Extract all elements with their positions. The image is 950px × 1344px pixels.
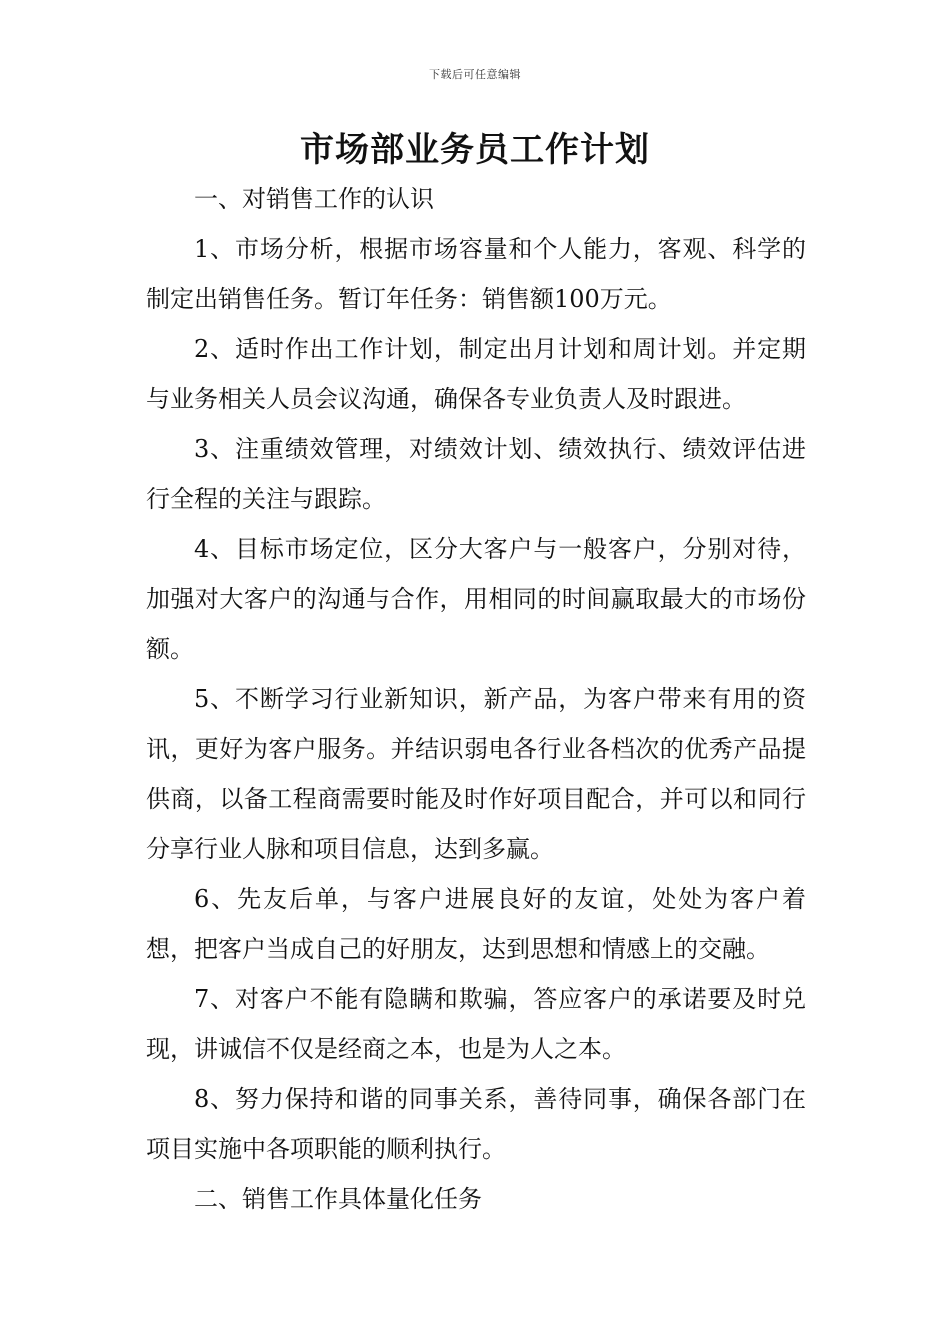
document-title: 市场部业务员工作计划 — [300, 130, 650, 170]
paragraph-item-7: 7、对客户不能有隐瞒和欺骗，答应客户的承诺要及时兑现，讲诚信不仅是经商之本，也是为人之本。 — [146, 985, 806, 1063]
section-heading-1: 一、对销售工作的认识 — [194, 185, 434, 213]
header-note: 下载后可任意编辑 — [429, 68, 521, 81]
section-heading-2: 二、销售工作具体量化任务 — [194, 1185, 482, 1213]
paragraph-item-1: 1、市场分析，根据市场容量和个人能力，客观、科学的制定出销售任务。暂订年任务：销售额100万元。 — [146, 235, 806, 313]
paragraph-item-3: 3、注重绩效管理，对绩效计划、绩效执行、绩效评估进行全程的关注与跟踪。 — [146, 435, 806, 513]
paragraph-item-5: 5、不断学习行业新知识，新产品，为客户带来有用的资讯，更好为客户服务。并结识弱电各行业各档次的优秀产品提供商，以备工程商需要时能及时作好项目配合，并可以和同行分享行业人脉和项目信息，达到多赢。 — [146, 685, 806, 863]
document-body — [146, 174, 806, 1224]
paragraph-item-6: 6、先友后单，与客户进展良好的友谊，处处为客户着想，把客户当成自己的好朋友，达到思想和情感上的交融。 — [146, 885, 806, 963]
paragraph-item-2: 2、适时作出工作计划，制定出月计划和周计划。并定期与业务相关人员会议沟通，确保各专业负责人及时跟进。 — [146, 335, 806, 413]
paragraph-item-8: 8、努力保持和谐的同事关系，善待同事，确保各部门在项目实施中各项职能的顺利执行。 — [146, 1085, 806, 1163]
paragraph-item-4: 4、目标市场定位，区分大客户与一般客户，分别对待，加强对大客户的沟通与合作，用相同的时间赢取最大的市场份额。 — [146, 535, 806, 663]
